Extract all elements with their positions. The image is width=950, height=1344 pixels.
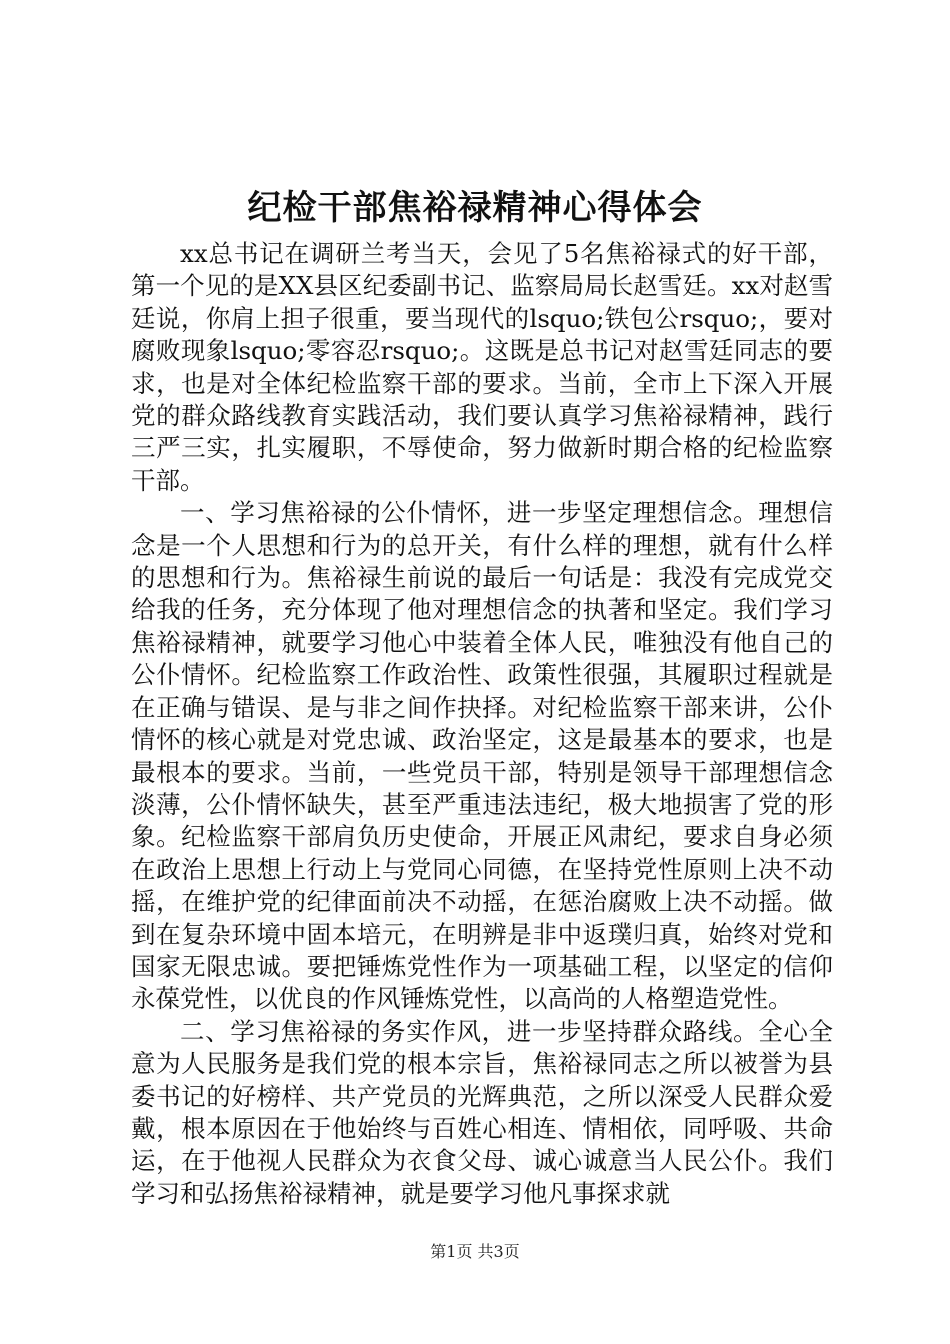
- document-title: 纪检干部焦裕禄精神心得体会: [247, 188, 703, 228]
- paragraph-intro: xx总书记在调研兰考当天，会见了5名焦裕禄式的好干部，第一个见的是XX县区纪委副书记、监察局局长赵雪廷。xx对赵雪廷说，你肩上担子很重，要当现代的lsquo;铁包公rsquo;，要对腐败现象lsquo;零容忍rsquo;。这既是总书记对赵雪廷同志的要求，也是对全体纪检监察干部的要求。当前，全市上下深入开展党的群众路线教育实践活动，我们要认真学习焦裕禄精神，践行三严三实，扎实履职，不辱使命，努力做新时期合格的纪检监察干部。: [131, 239, 833, 495]
- page-number-footer: 第1页 共3页: [430, 1242, 520, 1261]
- paragraph-section-1: 一、学习焦裕禄的公仆情怀，进一步坚定理想信念。理想信念是一个人思想和行为的总开关，有什么样的理想，就有什么样的思想和行为。焦裕禄生前说的最后一句话是：我没有完成党交给我的任务，充分体现了他对理想信念的执著和坚定。我们学习焦裕禄精神，就要学习他心中装着全体人民，唯独没有他自己的公仆情怀。纪检监察工作政治性、政策性很强，其履职过程就是在正确与错误、是与非之间作抉择。对纪检监察干部来讲，公仆情怀的核心就是对党忠诚、政治坚定，这是最基本的要求，也是最根本的要求。当前，一些党员干部，特别是领导干部理想信念淡薄，公仆情怀缺失，甚至严重违法违纪，极大地损害了党的形象。纪检监察干部肩负历史使命，开展正风肃纪，要求自身必须在政治上思想上行动上与党同心同德，在坚持党性原则上决不动摇，在维护党的纪律面前决不动摇，在惩治腐败上决不动摇。做到在复杂环境中固本培元，在明辨是非中返璞归真，始终对党和国家无限忠诚。要把锤炼党性作为一项基础工程，以坚定的信仰永葆党性，以优良的作风锤炼党性，以高尚的人格塑造党性。: [131, 498, 833, 1014]
- paragraph-section-2: 二、学习焦裕禄的务实作风，进一步坚持群众路线。全心全意为人民服务是我们党的根本宗旨，焦裕禄同志之所以被誉为县委书记的好榜样、共产党员的光辉典范，之所以深受人民群众爱戴，根本原因在于他始终与百姓心相连、情相依，同呼吸、共命运，在于他视人民群众为衣食父母、诚心诚意当人民公仆。我们学习和弘扬焦裕禄精神，就是要学习他凡事探求就: [131, 1016, 833, 1208]
- document-body: [131, 238, 833, 1210]
